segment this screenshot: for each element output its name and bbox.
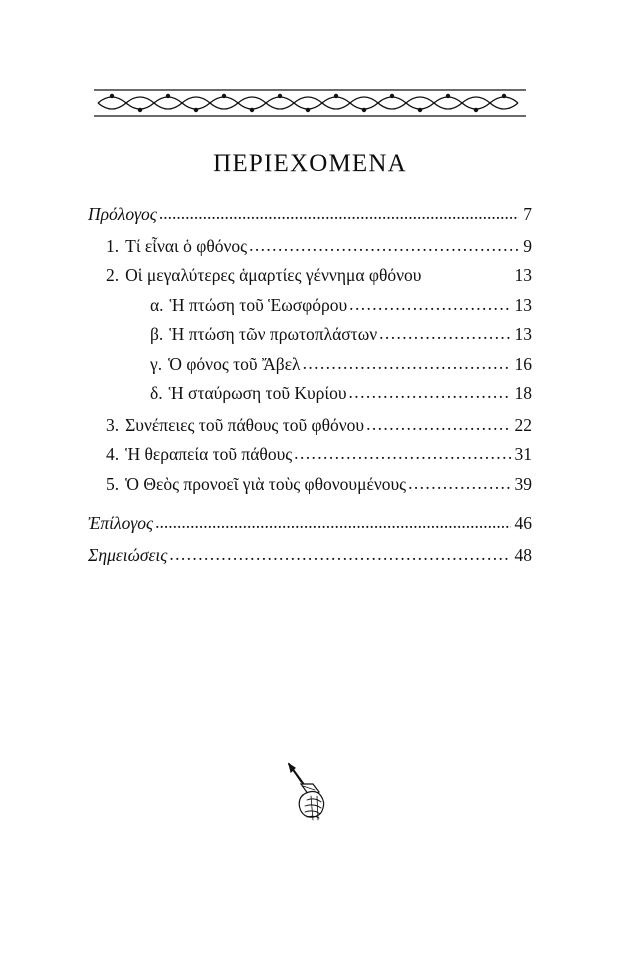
toc-entry[interactable] xyxy=(88,473,532,494)
toc-entry-page: 13 xyxy=(514,324,532,344)
toc-entry-number: δ. xyxy=(150,383,163,403)
hand-with-quill-ornament-icon xyxy=(0,758,620,828)
toc-entry[interactable] xyxy=(88,235,532,256)
toc-entry-label: Ἡ σταύρωση τοῦ Κυρίου xyxy=(168,383,347,403)
toc-entry-number: 3. xyxy=(106,414,120,435)
toc-entry-label: Ἡ θεραπεία τοῦ πάθους xyxy=(125,444,293,464)
toc-leader-dots xyxy=(169,546,510,564)
toc-entry-page: 18 xyxy=(514,383,532,403)
toc-entry-label: Ὁ Θεὸς προνοεῖ γιὰ τοὺς φθονουμένους xyxy=(125,473,407,494)
toc-entry-page: 16 xyxy=(514,353,532,374)
toc-entry-number: 5. xyxy=(106,473,120,494)
toc-entry-label: Οἱ μεγαλύτερες ἁμαρτίες γέννημα φθόνου xyxy=(125,265,422,285)
toc-entry-label: Τί εἶναι ὁ φθόνος xyxy=(125,235,248,256)
toc-entry[interactable] xyxy=(88,206,532,224)
toc-entry-number: α. xyxy=(150,294,164,315)
toc-entry[interactable] xyxy=(88,544,532,565)
toc-entry-label: Ἡ πτώση τῶν πρωτοπλάστων xyxy=(169,324,378,344)
toc-entry-label: Πρόλογος xyxy=(88,204,157,224)
toc-entry-page: 7 xyxy=(523,204,532,224)
toc-entry[interactable] xyxy=(88,267,532,285)
toc-entry-label: Ἡ πτώση τοῦ Ἑωσφόρου xyxy=(169,294,348,315)
toc-entry-number: 2. xyxy=(106,265,120,285)
toc-entry-page: 9 xyxy=(523,235,532,256)
toc-leader-dots xyxy=(349,384,511,402)
toc-entry[interactable] xyxy=(88,446,532,464)
toc-entry-page: 13 xyxy=(514,265,532,285)
toc-entry-page: 31 xyxy=(514,444,532,464)
toc-entry-page: 48 xyxy=(514,544,532,565)
toc-entry[interactable] xyxy=(88,353,532,374)
toc-leader-dots xyxy=(294,445,510,463)
toc-entry-page: 13 xyxy=(514,294,532,315)
page-title: ΠΕΡΙΕΧΟΜΕΝΑ xyxy=(213,150,407,177)
toc-entry-page: 22 xyxy=(514,414,532,435)
toc-entry-label: Συνέπειες τοῦ πάθους τοῦ φθόνου xyxy=(125,414,365,435)
toc-entry-number: 1. xyxy=(106,235,120,256)
decorative-scroll-band-icon xyxy=(88,86,532,120)
toc-leader-dots xyxy=(159,205,519,223)
toc-leader-dots xyxy=(349,296,510,314)
table-of-contents xyxy=(88,206,532,564)
toc-entry-page: 46 xyxy=(514,513,532,533)
toc-leader-dots xyxy=(379,325,510,343)
toc-leader-dots xyxy=(303,355,511,373)
toc-leader-dots xyxy=(366,416,510,434)
toc-entry-label: Ὁ φόνος τοῦ Ἄβελ xyxy=(168,353,301,374)
toc-entry[interactable] xyxy=(88,385,532,403)
toc-entry-number: 4. xyxy=(106,444,120,464)
toc-entry-label: Σημειώσεις xyxy=(88,544,168,565)
toc-entry-number: γ. xyxy=(150,353,163,374)
toc-entry-page: 39 xyxy=(514,473,532,494)
toc-leader-dots xyxy=(408,475,510,493)
toc-entry[interactable] xyxy=(88,326,532,344)
toc-entry[interactable] xyxy=(88,414,532,435)
toc-leader-dots xyxy=(249,237,519,255)
toc-entry[interactable] xyxy=(88,515,532,533)
document-page xyxy=(0,86,620,964)
toc-entry[interactable] xyxy=(88,294,532,315)
toc-leader-dots xyxy=(155,514,510,532)
toc-entry-label: Ἐπίλογος xyxy=(88,513,154,533)
toc-entry-number: β. xyxy=(150,324,164,344)
